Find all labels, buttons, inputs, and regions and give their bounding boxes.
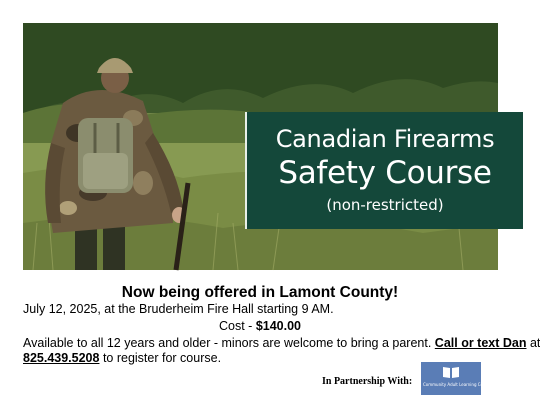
hero-photo xyxy=(23,23,498,270)
title-line-1: Canadian Firearms xyxy=(275,125,495,153)
availability-text: Available to all 12 years and older - minors are welcome to bring a parent. xyxy=(23,336,435,350)
availability-after-text: at xyxy=(526,336,540,350)
title-line-2: Safety Course xyxy=(278,155,492,191)
partner-label: In Partnership With: xyxy=(322,376,413,387)
call-or-text-link[interactable]: Call or text Dan xyxy=(434,336,527,350)
cost-label: Cost - xyxy=(219,319,256,333)
date-location-text: July 12, 2025, at the Bruderheim Fire Hall starting 9 AM. xyxy=(23,302,334,316)
availability-line xyxy=(23,336,540,351)
cost-value: $140.00 xyxy=(255,319,301,333)
register-text: to register for course. xyxy=(99,351,222,365)
title-line-3: (non-restricted) xyxy=(326,196,444,214)
cost-line xyxy=(0,319,520,334)
book-icon xyxy=(442,365,460,379)
partner-logo-text: Community Adult Learning Council xyxy=(423,382,493,387)
course-title-box xyxy=(245,112,523,229)
headline: Now being offered in Lamont County! xyxy=(121,284,399,301)
phone-number-link[interactable]: 825.439.5208 xyxy=(23,351,100,365)
partner-logo xyxy=(421,362,493,395)
register-line xyxy=(23,351,221,366)
